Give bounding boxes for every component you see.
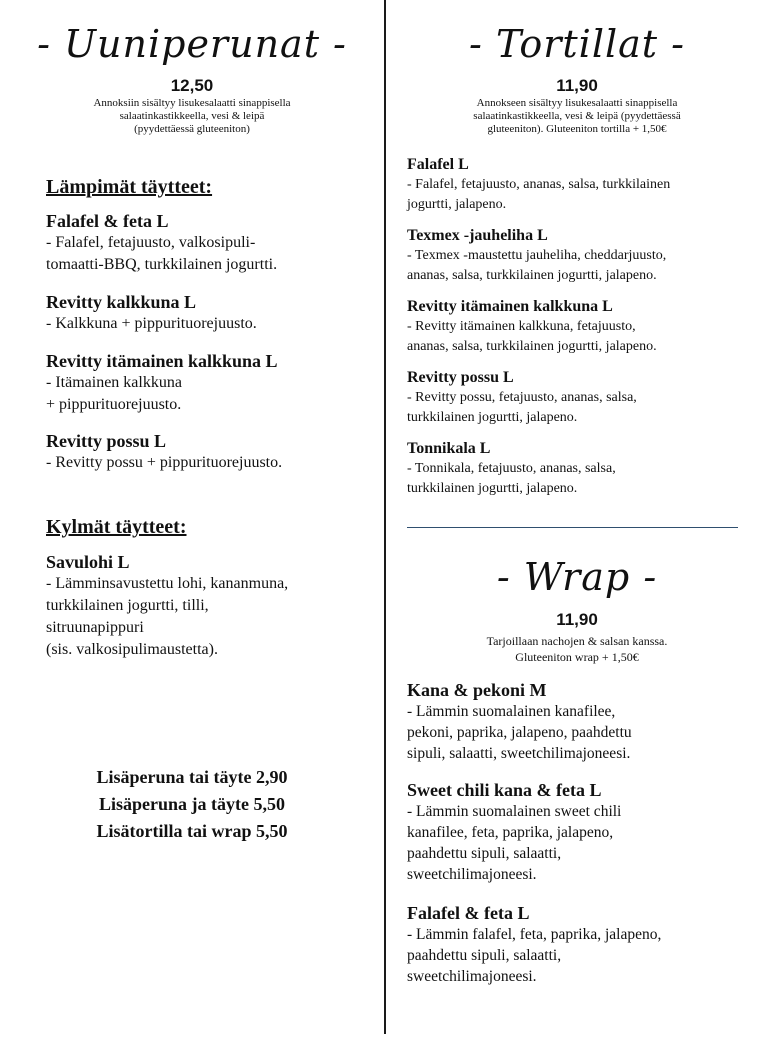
uuniperunat-price: 12,50 (170, 76, 214, 95)
menu-item (407, 779, 762, 885)
item-description: - Kalkkuna + pippurituorejuusto. (46, 315, 257, 332)
menu-item (46, 350, 376, 416)
wrap-price: 11,90 (556, 610, 598, 629)
tortillat-note: Annokseen sisältyy lisukesalaatti sinappisella salaatinkastikkeella, vesi & leipä (pyydettäessä gluteeniton). Gluteeniton tortilla + 1,50€ (473, 97, 681, 135)
item-description: - Lämminsavustettu lohi, kananmuna, turkkilainen jogurtti, tilli, sitruunapippuri (sis. valkosipulimaustetta). (46, 575, 289, 658)
menu-item (407, 439, 762, 499)
extra-line: Lisäperuna ja täyte 5,50 (99, 794, 285, 814)
column-divider (384, 0, 386, 1034)
item-name: Revitty itämainen kalkkuna L (46, 351, 278, 371)
tortillat-price: 11,90 (556, 76, 598, 95)
item-description: - Revitty possu + pippurituorejuusto. (46, 454, 283, 471)
item-description: - Lämmin falafel, feta, paprika, jalapeno, paahdettu sipuli, salaatti, sweetchilimajoneesi. (407, 926, 662, 985)
warm-fillings-heading: Lämpimät täytteet: (46, 176, 213, 198)
item-description: - Lämmin suomalainen sweet chili kanafilee, feta, paprika, jalapeno, paahdettu sipuli, salaatti, sweetchilimajoneesi. (407, 803, 622, 883)
item-name: Tonnikala L (407, 440, 491, 457)
item-description: - Lämmin suomalainen kanafilee, pekoni, paprika, jalapeno, paahdettu sipuli, salaatti, sweetchilimajoneesi. (407, 703, 632, 762)
item-name: Sweet chili kana & feta L (407, 780, 602, 800)
item-name: Kana & pekoni M (407, 680, 547, 700)
item-description: - Falafel, fetajuusto, valkosipuli- tomaatti-BBQ, turkkilainen jogurtti. (46, 234, 278, 273)
item-name: Revitty kalkkuna L (46, 292, 197, 312)
wrap-note: Tarjoillaan nachojen & salsan kanssa. Gluteeniton wrap + 1,50€ (486, 634, 668, 664)
menu-item (407, 297, 762, 357)
extra-line: Lisätortilla tai wrap 5,50 (96, 821, 288, 841)
item-name: Falafel L (407, 156, 469, 173)
menu-item (407, 155, 762, 215)
menu-item (407, 679, 762, 764)
item-description: - Revitty itämainen kalkkuna, fetajuusto, ananas, salsa, turkkilainen jogurtti, jalapeno. (407, 319, 657, 354)
extras-list (0, 764, 384, 845)
section-separator (407, 527, 738, 528)
item-name: Falafel & feta L (46, 211, 169, 231)
menu-item (407, 368, 762, 428)
item-name: Texmex -jauheliha L (407, 227, 548, 244)
item-description: - Falafel, fetajuusto, ananas, salsa, turkkilainen jogurtti, jalapeno. (407, 177, 671, 212)
uuniperunat-note: Annoksiin sisältyy lisukesalaatti sinappisella salaatinkastikkeella, vesi & leipä (pyydettäessä gluteeniton) (93, 97, 291, 135)
menu-item (46, 210, 376, 276)
uuniperunat-title: - Uuniperunat - (37, 22, 347, 66)
menu-item (46, 430, 376, 474)
tortillat-title: - Tortillat - (469, 22, 685, 66)
item-name: Savulohi L (46, 552, 130, 572)
menu-item (407, 902, 762, 987)
cold-fillings-heading: Kylmät täytteet: (46, 516, 187, 538)
item-description: - Revitty possu, fetajuusto, ananas, salsa, turkkilainen jogurtti, jalapeno. (407, 390, 637, 425)
wrap-title: - Wrap - (496, 555, 658, 599)
item-name: Revitty possu L (46, 431, 167, 451)
menu-item (46, 551, 376, 661)
item-name: Revitty itämainen kalkkuna L (407, 298, 613, 315)
item-name: Falafel & feta L (407, 903, 530, 923)
menu-item (46, 291, 376, 335)
menu-item (407, 226, 762, 286)
extra-line: Lisäperuna tai täyte 2,90 (96, 767, 288, 787)
item-description: - Itämainen kalkkuna + pippurituorejuusto. (46, 374, 182, 413)
item-name: Revitty possu L (407, 369, 514, 386)
item-description: - Tonnikala, fetajuusto, ananas, salsa, turkkilainen jogurtti, jalapeno. (407, 461, 616, 496)
item-description: - Texmex -maustettu jauheliha, cheddarjuusto, ananas, salsa, turkkilainen jogurtti, jalapeno. (407, 248, 667, 283)
